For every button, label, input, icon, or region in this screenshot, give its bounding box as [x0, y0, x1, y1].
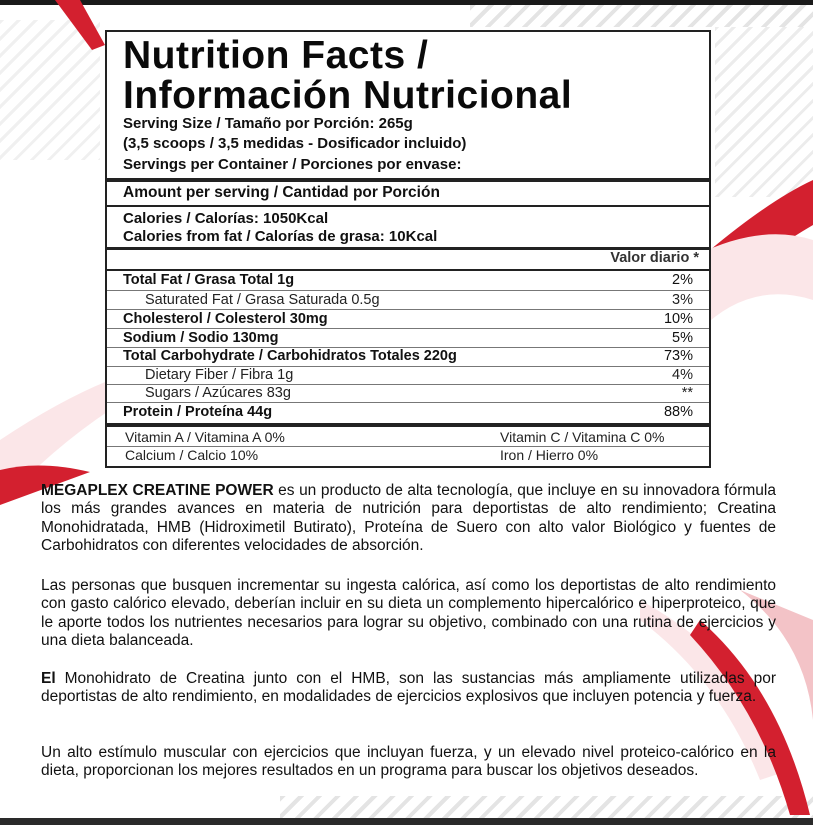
nutrient-label: Total Carbohydrate / Carbohidratos Totales 220g: [123, 348, 457, 364]
nutrition-title: [123, 36, 572, 116]
description-paragraph-4: [41, 744, 776, 781]
paragraph-text: es un producto de alta tecnología, que incluye en su innovadora fórmula los más grandes avances en materia de nutrición para deportistas de alto rendimiento; Creatina Monohidratada, HMB (Hidroximetil Butirato), Proteína de Suero con alto valor Biológico y fuentes de Carbohidratos con diferentes velocidades de absorción.: [41, 482, 776, 555]
red-swoosh-top-left: [0, 0, 120, 60]
calories-from-fat: Calories from fat / Calorías de grasa: 10Kcal: [123, 228, 438, 245]
description-paragraph-3: [41, 670, 776, 707]
nutrient-label: Sodium / Sodio 130mg: [123, 330, 279, 346]
divider-thick: [107, 423, 709, 427]
nutrient-dv: **: [681, 385, 693, 401]
vitamin-a: Vitamin A / Vitamina A 0%: [125, 429, 285, 445]
nutrient-dv: 5%: [672, 330, 693, 346]
nutrient-dv: 4%: [672, 367, 693, 383]
nutrient-label: Total Fat / Grasa Total 1g: [123, 272, 295, 288]
divider: [107, 269, 709, 271]
description-paragraph-2: [41, 577, 776, 651]
servings-per-container: Servings per Container / Porciones por envase:: [123, 156, 462, 173]
divider-thick: [107, 178, 709, 182]
paragraph-text: Un alto estímulo muscular con ejercicios que incluyan fuerza, y un elevado nivel proteico-calórico en la dieta, proporcionan los mejores resultados en un programa para buscar los objetivos deseados.: [41, 744, 776, 780]
nutrient-row: [123, 348, 693, 366]
nutrient-row: [145, 292, 693, 310]
nutrient-dv: 88%: [663, 404, 693, 420]
nutrition-title-line1: Nutrition Facts /: [123, 34, 429, 77]
nutrient-dv: 3%: [672, 292, 693, 308]
description-paragraph-1: [41, 482, 776, 556]
nutrient-label: Cholesterol / Colesterol 30mg: [123, 311, 328, 327]
calories: Calories / Calorías: 1050Kcal: [123, 210, 329, 227]
nutrient-label: Sugars / Azúcares 83g: [145, 385, 291, 401]
nutrition-title-line2: Información Nutricional: [123, 74, 573, 117]
nutrient-dv: 73%: [663, 348, 693, 364]
amount-per-serving: Amount per serving / Cantidad por Porción: [123, 184, 440, 201]
paragraph-text: Monohidrato de Creatina junto con el HMB, son las sustancias más ampliamente utilizadas por deportistas de alto rendimiento, en modalidades de ejercicios explosivos que incluyen potencia y fuerza.: [41, 670, 776, 706]
nutrient-row: [123, 311, 693, 329]
row-divider: [107, 290, 709, 291]
nutrient-label: Saturated Fat / Grasa Saturada 0.5g: [145, 292, 380, 308]
nutrition-facts-panel: [105, 30, 711, 468]
bottom-border: [0, 818, 813, 825]
daily-value-header: Valor diario *: [610, 250, 699, 266]
nutrient-dv: 10%: [663, 311, 693, 327]
row-divider: [107, 309, 709, 310]
vitamin-c: Vitamin C / Vitamina C 0%: [500, 429, 665, 445]
row-divider: [107, 402, 709, 403]
nutrient-row: [123, 272, 693, 290]
serving-size: Serving Size / Tamaño por Porción: 265g: [123, 115, 413, 132]
serving-note: (3,5 scoops / 3,5 medidas - Dosificador incluido): [123, 135, 467, 152]
paragraph-lead: El: [41, 670, 56, 687]
decorative-stripes-top: [470, 5, 813, 27]
paragraph-text: Las personas que busquen incrementar su ingesta calórica, así como los deportistas de alto rendimiento con gasto calórico elevado, deberían incluir en su dieta un complemento hipercalórico e hiperproteico, que le aporte todos los nutrientes necesarios para lograr su objetivo, combinado con una rutina de ejercicios y una dieta balanceada.: [41, 577, 776, 650]
iron: Iron / Hierro 0%: [500, 447, 599, 463]
nutrient-row: [145, 367, 693, 385]
calcium: Calcium / Calcio 10%: [125, 447, 259, 463]
nutrient-label: Protein / Proteína 44g: [123, 404, 273, 420]
product-name: MEGAPLEX CREATINE POWER: [41, 482, 274, 499]
divider: [107, 205, 709, 207]
row-divider: [107, 328, 709, 329]
nutrient-dv: 2%: [672, 272, 693, 288]
nutrient-row: [123, 330, 693, 348]
decorative-stripes-right: [715, 27, 813, 197]
nutrient-row: [145, 385, 693, 403]
nutrient-label: Dietary Fiber / Fibra 1g: [145, 367, 294, 383]
nutrient-row: [123, 404, 693, 422]
